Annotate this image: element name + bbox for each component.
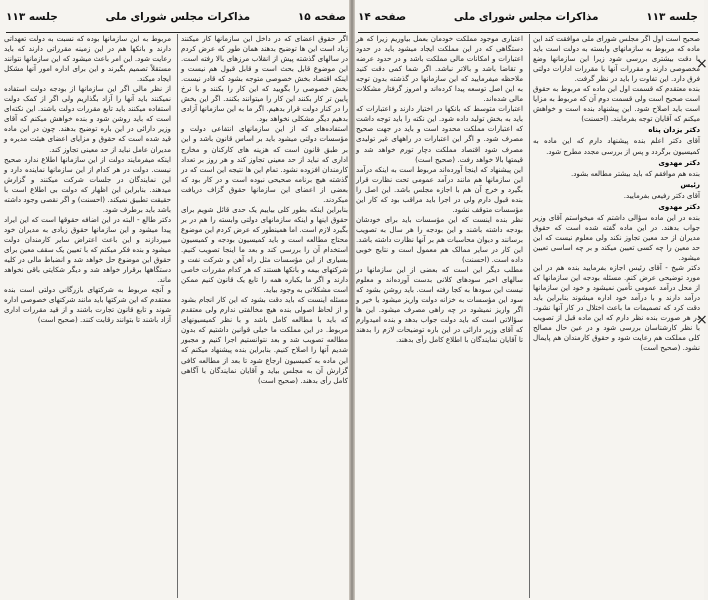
paragraph: از نظر مالی اگر این سازمانها از بودجه دولت استفاده نمیکنند باید آنها را آزاد بگذاریم ولی اگر از کمک دولت استفاده میکنند باید تابع مقررات دولت باشند. این نکته‌ای است که باید روشن شود و بنده خواهش میکنم که آقای وزیر دارائی در این باره توضیح بدهند. چون در این ماده قید شده است که حقوق و مزایای اعضای هیئت مدیره و مدیران عامل نباید از حد معینی تجاوز کند. bbox=[4, 84, 171, 154]
speaker-text: آقای دکتر رفیعی بفرمایید. bbox=[623, 190, 700, 200]
margin-cross-mark: × bbox=[696, 312, 708, 328]
right-page-column-right bbox=[529, 34, 700, 598]
left-page-number: صفحه ۱۵ bbox=[297, 11, 346, 23]
paragraph: این پیشنهاد که اینجا آورده‌اند مربوط است به اینکه درآمد این سازمانها هم مانند درآمد عمومی تحت نظارت قرار بگیرد و خرج آن هم با اجازه مجلس باشد. این اصل را بنده قبول دارم ولی در اجرا باید مراقب بود که کار این مؤسسات متوقف نشود. bbox=[356, 164, 523, 214]
paragraph: اینکه میفرمایند دولت از این سازمانها اطلاع ندارد صحیح نیست. دولت در هر کدام از این سازمانها نماینده دارد و این نمایندگان در جلسات شرکت میکنند و گزارش میدهند. بنابراین این اظهار که دولت بی اطلاع است با حقیقت تطبیق نمیکند. (احسنت) و اگر نقصی وجود داشته باشد باید برطرف شود. bbox=[4, 154, 171, 214]
paragraph: استفاده‌های که از این سازمانهای انتفاعی دولت و مؤسسات دولتی میشود باید بر اساس قانون باشد و این بر طبق قانون است که هزینه های کارکنان و مخارج اداری که نباید از حد معینی تجاوز کند و هر روز بر تعداد کارمندان افزوده نشود. تمام این ها نتیجه این است که در گذشته هیچ برنامه صحیحی نبوده است و در کار بود که بعضی از اعضای این سازمانها حقوق گزاف دریافت میکردند. bbox=[181, 124, 348, 204]
left-page-title: مذاکرات مجلس شورای ملی bbox=[105, 11, 251, 23]
right-page-header bbox=[358, 2, 698, 33]
paragraph: دکتر طالع - البته در این اضافه حقوقها است که این ایراد پیدا میشود و این سازمانها حقوق زیادی به مدیران خود میپردازند و این باعث اعتراض سایر کارمندان دولت میشود و بنده فکر میکنم که با تعیین یک سقف معین برای حقوق این موضوع حل خواهد شد و انضباط مالی در کلیه دستگاهها برقرار خواهد شد و دیگر شکایتی باقی نخواهد ماند. bbox=[4, 214, 171, 285]
left-page bbox=[0, 0, 352, 600]
left-page-header bbox=[6, 2, 346, 33]
right-page-number: صفحه ۱۴ bbox=[358, 11, 407, 23]
right-page bbox=[352, 0, 708, 600]
speaker-name: دکتر مهدوی bbox=[658, 201, 700, 211]
left-page-column-right bbox=[177, 34, 348, 598]
right-page-columns bbox=[356, 34, 700, 598]
paragraph: بنده معتقدم که قسمت اول این ماده که مربوط به حقوق است صحیح است ولی قسمت دوم آن که مربوط به مزایا است باید اصلاح شود. این پیشنهاد بنده است و خواهش میکنم که آقایان توجه بفرمایند. (احسنت) bbox=[533, 84, 700, 124]
speaker-text: بنده هم موافقم که باید بیشتر مطالعه بشود. bbox=[571, 168, 700, 178]
paragraph: و آنچه مربوط به شرکتهای بازرگانی دولتی است بنده معتقدم که این شرکتها باید مانند شرکتهای خصوصی اداره شوند و تابع قانون تجارت باشند و از قید مقررات اداری آزاد باشند تا بتوانند رقابت کنند. (صحیح است) bbox=[4, 285, 171, 325]
paragraph: نظر بنده اینست که این مؤسسات باید برای خودشان بودجه داشته باشند و این بودجه را هر سال به تصویب برسانند و دیوان محاسبات هم بر آنها نظارت داشته باشد. این کار در سایر ممالک هم معمول است و نتایج خوبی داده است. (احسنت) bbox=[356, 214, 523, 265]
speaker-name: رئیس bbox=[680, 179, 700, 189]
paragraph: مطلب دیگر این است که بعضی از این سازمانها در سالهای اخیر سودهای کلانی بدست آورده‌اند و معلوم نیست این سودها به کجا رفته است. باید روشن بشود که سود این مؤسسات به خزانه دولت واریز میشود یا خیر و اگر واریز نمیشود در چه راهی مصرف میشود. این ها سؤالاتی است که باید دولت جواب بدهد و بنده امیدوارم که آقای وزیر دارائی در این باره توضیحات لازم را بدهند تا آقایان نمایندگان با اطلاع کامل رأی بدهند. bbox=[356, 265, 523, 345]
paragraph: مسئله اینست که باید دقت بشود که این کار انجام بشود و از لحاظ اصولی بنده هیچ مخالفتی ندارم ولی معتقدم که باید با مطالعه کامل باشد و با نظر کمیسیونهای مربوط. در این مملکت ما خیلی قوانین داشتیم که بدون مطالعه تصویب شد و بعد نتوانستیم اجرا کنیم و مجبور شدیم آنها را اصلاح کنیم. بنابراین بنده پیشنهاد میکنم که این ماده به کمیسیون ارجاع شود تا بعد از مطالعه کافی گزارش آن به مجلس بیاید و آقایان نمایندگان با آگاهی کامل رأی بدهند. (صحیح است) bbox=[181, 295, 348, 385]
speaker-text: بنده در این ماده سؤالی داشتم که میخواستم آقای وزیر جواب بدهند. در این ماده گفته شده است که حقوق مدیران از حد معین تجاوز نکند ولی معلوم نیست که این حد معین را چه کسی تعیین میکند و بر چه اساسی تعیین میشود. bbox=[533, 212, 700, 262]
paragraph: دکتر شیخ - آقای رئیس اجازه بفرمایید بنده هم در این مورد توضیحی عرض کنم. مسئله بودجه این سازمانها که از محل درآمد عمومی تأمین نمیشود و خود این سازمانها درآمد دارند و با درآمد خود اداره میشوند بنابراین باید دقت کرد که تصمیمات ما باعث اختلال در کار آنها نشود. در هر صورت بنده نظر دارم که این ماده قبل از تصویب با نظر کارشناسان بررسی شود و در عین حال مصالح کلی مملکت هم رعایت شود و حقوق کارمندان هم پایمال نشود. (صحیح است) bbox=[533, 263, 700, 353]
paragraph: صحیح است اول اگر مجلس شورای ملی موافقت کند این ماده که مربوط به سازمانهای وابسته به دولت است باید با دقت بیشتری بررسی شود زیرا این سازمانها وضع مخصوصی دارند و مقررات آنها با مقررات ادارات دولتی فرق دارد. این تفاوت را باید در نظر گرفت. bbox=[533, 34, 700, 84]
paragraph: بنابراین اینکه بطور کلی بیاییم یک حدی قائل شویم برای حقوق اینها و اینکه سازمانهای دولتی وابسته را هم در بر بگیرد لازم است. اما همینطور که عرض کردم این موضوع محتاج مطالعه است و باید کمیسیون بودجه و کمیسیون استخدام آن را بررسی کند و بعد ما اینجا تصویب کنیم. بسیاری از این مؤسسات مثل راه آهن و شرکت نفت و شرکتهای بیمه و بانکها هستند که هر کدام مقررات خاصی دارند و اگر ما یکباره همه را تابع یک قانون کنیم ممکن است مشکلاتی به وجود بیاید. bbox=[181, 204, 348, 295]
paragraph: اگر حقوق اعضای که در داخل این سازمانها کار میکنند زیاد است این ها توضیح بدهند همان طور که عرض کردم در سالهای گذشته پیش از انقلاب مرزهای بالا رفته است. این موضوع قابل بحث است و قابل قبول هم نیست و اینکه اقتصاد بخش خصوصی متوجه بشود که قادر نیست. بخش خصوصی را بگویید که این کار را بکنند و با نرخ پایین تر کار بکنند این کار را میتوانند بکنند. اگر این بخش را در کنار دولت قرار بدهیم. اگر ما به این سازمانها آزادی بدهیم دیگر مشکلی نخواهد بود. bbox=[181, 34, 348, 124]
paragraph: اعتباری موجود مملکت خودمان بعمل بیاوریم زیرا که هر دستگاهی که در این مملکت ایجاد میشود باید در حدود اعتبارات و امکانات مالی مملکت باشد و در حدود عرضه و تقاضا باشد و بالاتر نباشد. اگر شما کمی دقت کنید ملاحظه میفرمایید که این سازمانها در گذشته بدون توجه به این اصل توسعه پیدا کرده‌اند و امروز گرفتار مشکلات مالی شده‌اند. bbox=[356, 34, 523, 104]
speaker-name: دکتر مهدوی bbox=[658, 157, 700, 167]
speaker-text: آقای دکتر اعلم بنده پیشنهاد دارم که این ماده به کمیسیون برگردد و پس از بررسی مجدد مطرح شود. bbox=[533, 136, 700, 156]
left-page-session: جلسه ۱۱۳ bbox=[6, 11, 58, 23]
paragraph: مربوط به این سازمانها بوده که نسبت به دولت تعهداتی دارند و بانکها هم در این زمینه مقرراتی دارند که باید رعایت شود. این امر باعث میشود که این سازمانها نتوانند مستقلاً تصمیم بگیرند و این برای اداره امور آنها مشکل ایجاد میکند. bbox=[4, 34, 171, 84]
right-page-title: مذاکرات مجلس شورای ملی bbox=[453, 11, 599, 23]
right-page-column-left bbox=[356, 34, 523, 598]
margin-cross-mark: × bbox=[696, 56, 708, 72]
right-page-session: جلسه ۱۱۳ bbox=[646, 11, 698, 23]
paragraph: اعتبارات متوسط که بانکها در اختیار دارند و اعتبارات که باید به بخش تولید داده شود. این نکته را باید توجه داشت که اعتبارات مملکت محدود است و باید در جهت صحیح مصرف شود. و اگر این اعتبارات در راههای غیر تولیدی مصرف شود اقتصاد مملکت دچار تورم خواهد شد و قیمتها بالا خواهد رفت. (صحیح است) bbox=[356, 104, 523, 164]
left-page-column-left bbox=[4, 34, 171, 598]
speaker-name: دکتر یزدان پناه bbox=[648, 125, 700, 135]
left-page-columns bbox=[4, 34, 348, 598]
